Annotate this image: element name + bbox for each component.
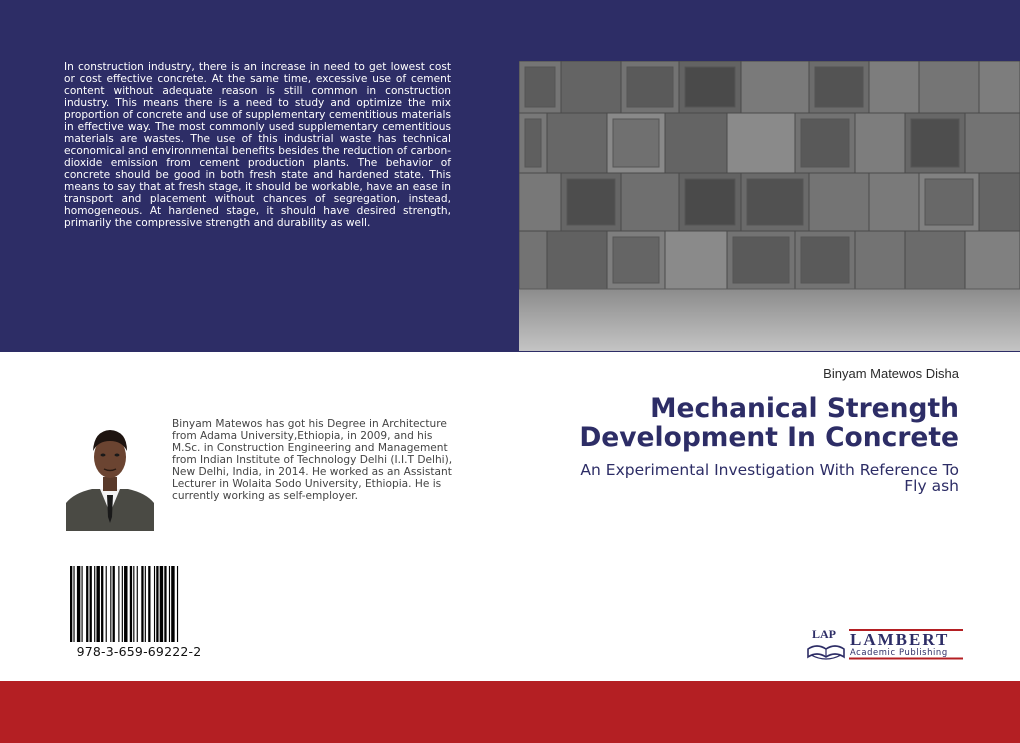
concrete-block-recess — [815, 67, 863, 107]
book-title: Mechanical Strength Development In Concrete — [579, 393, 959, 453]
concrete-block — [855, 113, 905, 173]
publisher-tagline: Academic Publishing — [850, 647, 948, 657]
concrete-block — [809, 173, 869, 231]
concrete-block-recess — [525, 119, 541, 167]
barcode-bar — [164, 566, 166, 642]
barcode-bar — [137, 566, 138, 642]
concrete-block — [547, 231, 607, 289]
barcode-bar — [141, 566, 143, 642]
concrete-block-recess — [627, 67, 673, 107]
concrete-block — [547, 113, 607, 173]
barcode-bar — [94, 566, 95, 642]
barcode-bar — [70, 566, 72, 642]
isbn-barcode — [64, 566, 214, 661]
concrete-wall-image — [519, 61, 1020, 351]
barcode-bar — [148, 566, 150, 642]
author-photo — [66, 421, 154, 531]
concrete-block-recess — [801, 237, 849, 283]
concrete-block — [869, 61, 919, 113]
barcode-bar — [90, 566, 92, 642]
bottom-red-band — [0, 681, 1020, 743]
concrete-block-recess — [685, 67, 735, 107]
barcode-bar — [171, 566, 174, 642]
concrete-block — [665, 231, 727, 289]
concrete-block-recess — [613, 237, 659, 283]
concrete-block-recess — [911, 119, 959, 167]
barcode-bar — [101, 566, 103, 642]
barcode-bar — [122, 566, 123, 642]
barcode-bar — [82, 566, 83, 642]
concrete-block — [727, 113, 795, 173]
concrete-block — [979, 173, 1020, 231]
open-book-icon — [808, 646, 844, 659]
concrete-block — [919, 61, 979, 113]
concrete-block — [965, 231, 1020, 289]
concrete-block — [869, 173, 919, 231]
concrete-block — [519, 231, 547, 289]
book-subtitle: An Experimental Investigation With Reference To Fly ash — [580, 461, 959, 495]
isbn-number: 978-3-659-69222-2 — [76, 644, 202, 659]
concrete-block — [905, 231, 965, 289]
barcode-bar — [118, 566, 119, 642]
back-cover-blurb: In construction industry, there is an increase in need to get lowest cost or cost effective concrete. At the same time, excessive use of cement content without adequate reason is still common in construction industry. This means there is a need to study and optimize the mix proportion of concrete and use of supplementary cementitious materials in effective way. The most commonly used supplementary cementitious materials are wastes. The use of this industrial waste has technical economical and environmental benefits besides the reduction of carbon-dioxide emission from cement production plants. The behavior of concrete should be good in both fresh state and hardened state. This means to say that at fresh stage, it should be workable, have an ease in transport and placement without chances of segregation, instead, homogeneous. At hardened stage, it should have desired strength, primarily the compressive strength and durability as well. — [64, 61, 451, 229]
concrete-block — [979, 61, 1020, 113]
barcode-bar — [106, 566, 107, 642]
concrete-block-recess — [733, 237, 789, 283]
concrete-block-recess — [613, 119, 659, 167]
barcode-bars — [64, 566, 214, 642]
barcode-bar — [177, 566, 178, 642]
barcode-bar — [77, 566, 80, 642]
concrete-block-recess — [801, 119, 849, 167]
publisher-name: LAMBERT — [850, 630, 950, 649]
barcode-bar — [124, 566, 127, 642]
concrete-block — [965, 113, 1020, 173]
concrete-block-recess — [567, 179, 615, 225]
barcode-bar — [160, 566, 163, 642]
front-author-name: Binyam Matewos Disha — [823, 366, 959, 381]
concrete-block — [741, 61, 809, 113]
barcode-bar — [110, 566, 111, 642]
lambert-publisher-logo — [805, 623, 965, 663]
barcode-bar — [96, 566, 99, 642]
concrete-block-recess — [747, 179, 803, 225]
concrete-block — [621, 173, 679, 231]
concrete-block — [855, 231, 905, 289]
barcode-bar — [130, 566, 132, 642]
concrete-block-recess — [685, 179, 735, 225]
concrete-block — [561, 61, 621, 113]
concrete-block-recess — [925, 179, 973, 225]
barcode-bar — [154, 566, 155, 642]
barcode-bar — [86, 566, 88, 642]
concrete-block — [665, 113, 727, 173]
barcode-bar — [133, 566, 134, 642]
concrete-block — [519, 173, 561, 231]
author-bio: Binyam Matewos has got his Degree in Architecture from Adama University,Ethiopia, in 2009, and his M.Sc. in Construction Engineering and Management from Indian Institute of Technology Delhi (I.I.T Delhi), New Delhi, India, in 2014. He worked as an Assistant Lecturer in Wolaita Sodo University, Ethiopia. He is currently working as self-employer. — [172, 418, 453, 502]
barcode-bar — [113, 566, 115, 642]
logo-mark-lap: LAP — [812, 627, 836, 641]
barcode-bar — [156, 566, 158, 642]
concrete-block-recess — [525, 67, 555, 107]
barcode-bar — [145, 566, 146, 642]
barcode-bar — [169, 566, 170, 642]
barcode-bar — [73, 566, 74, 642]
